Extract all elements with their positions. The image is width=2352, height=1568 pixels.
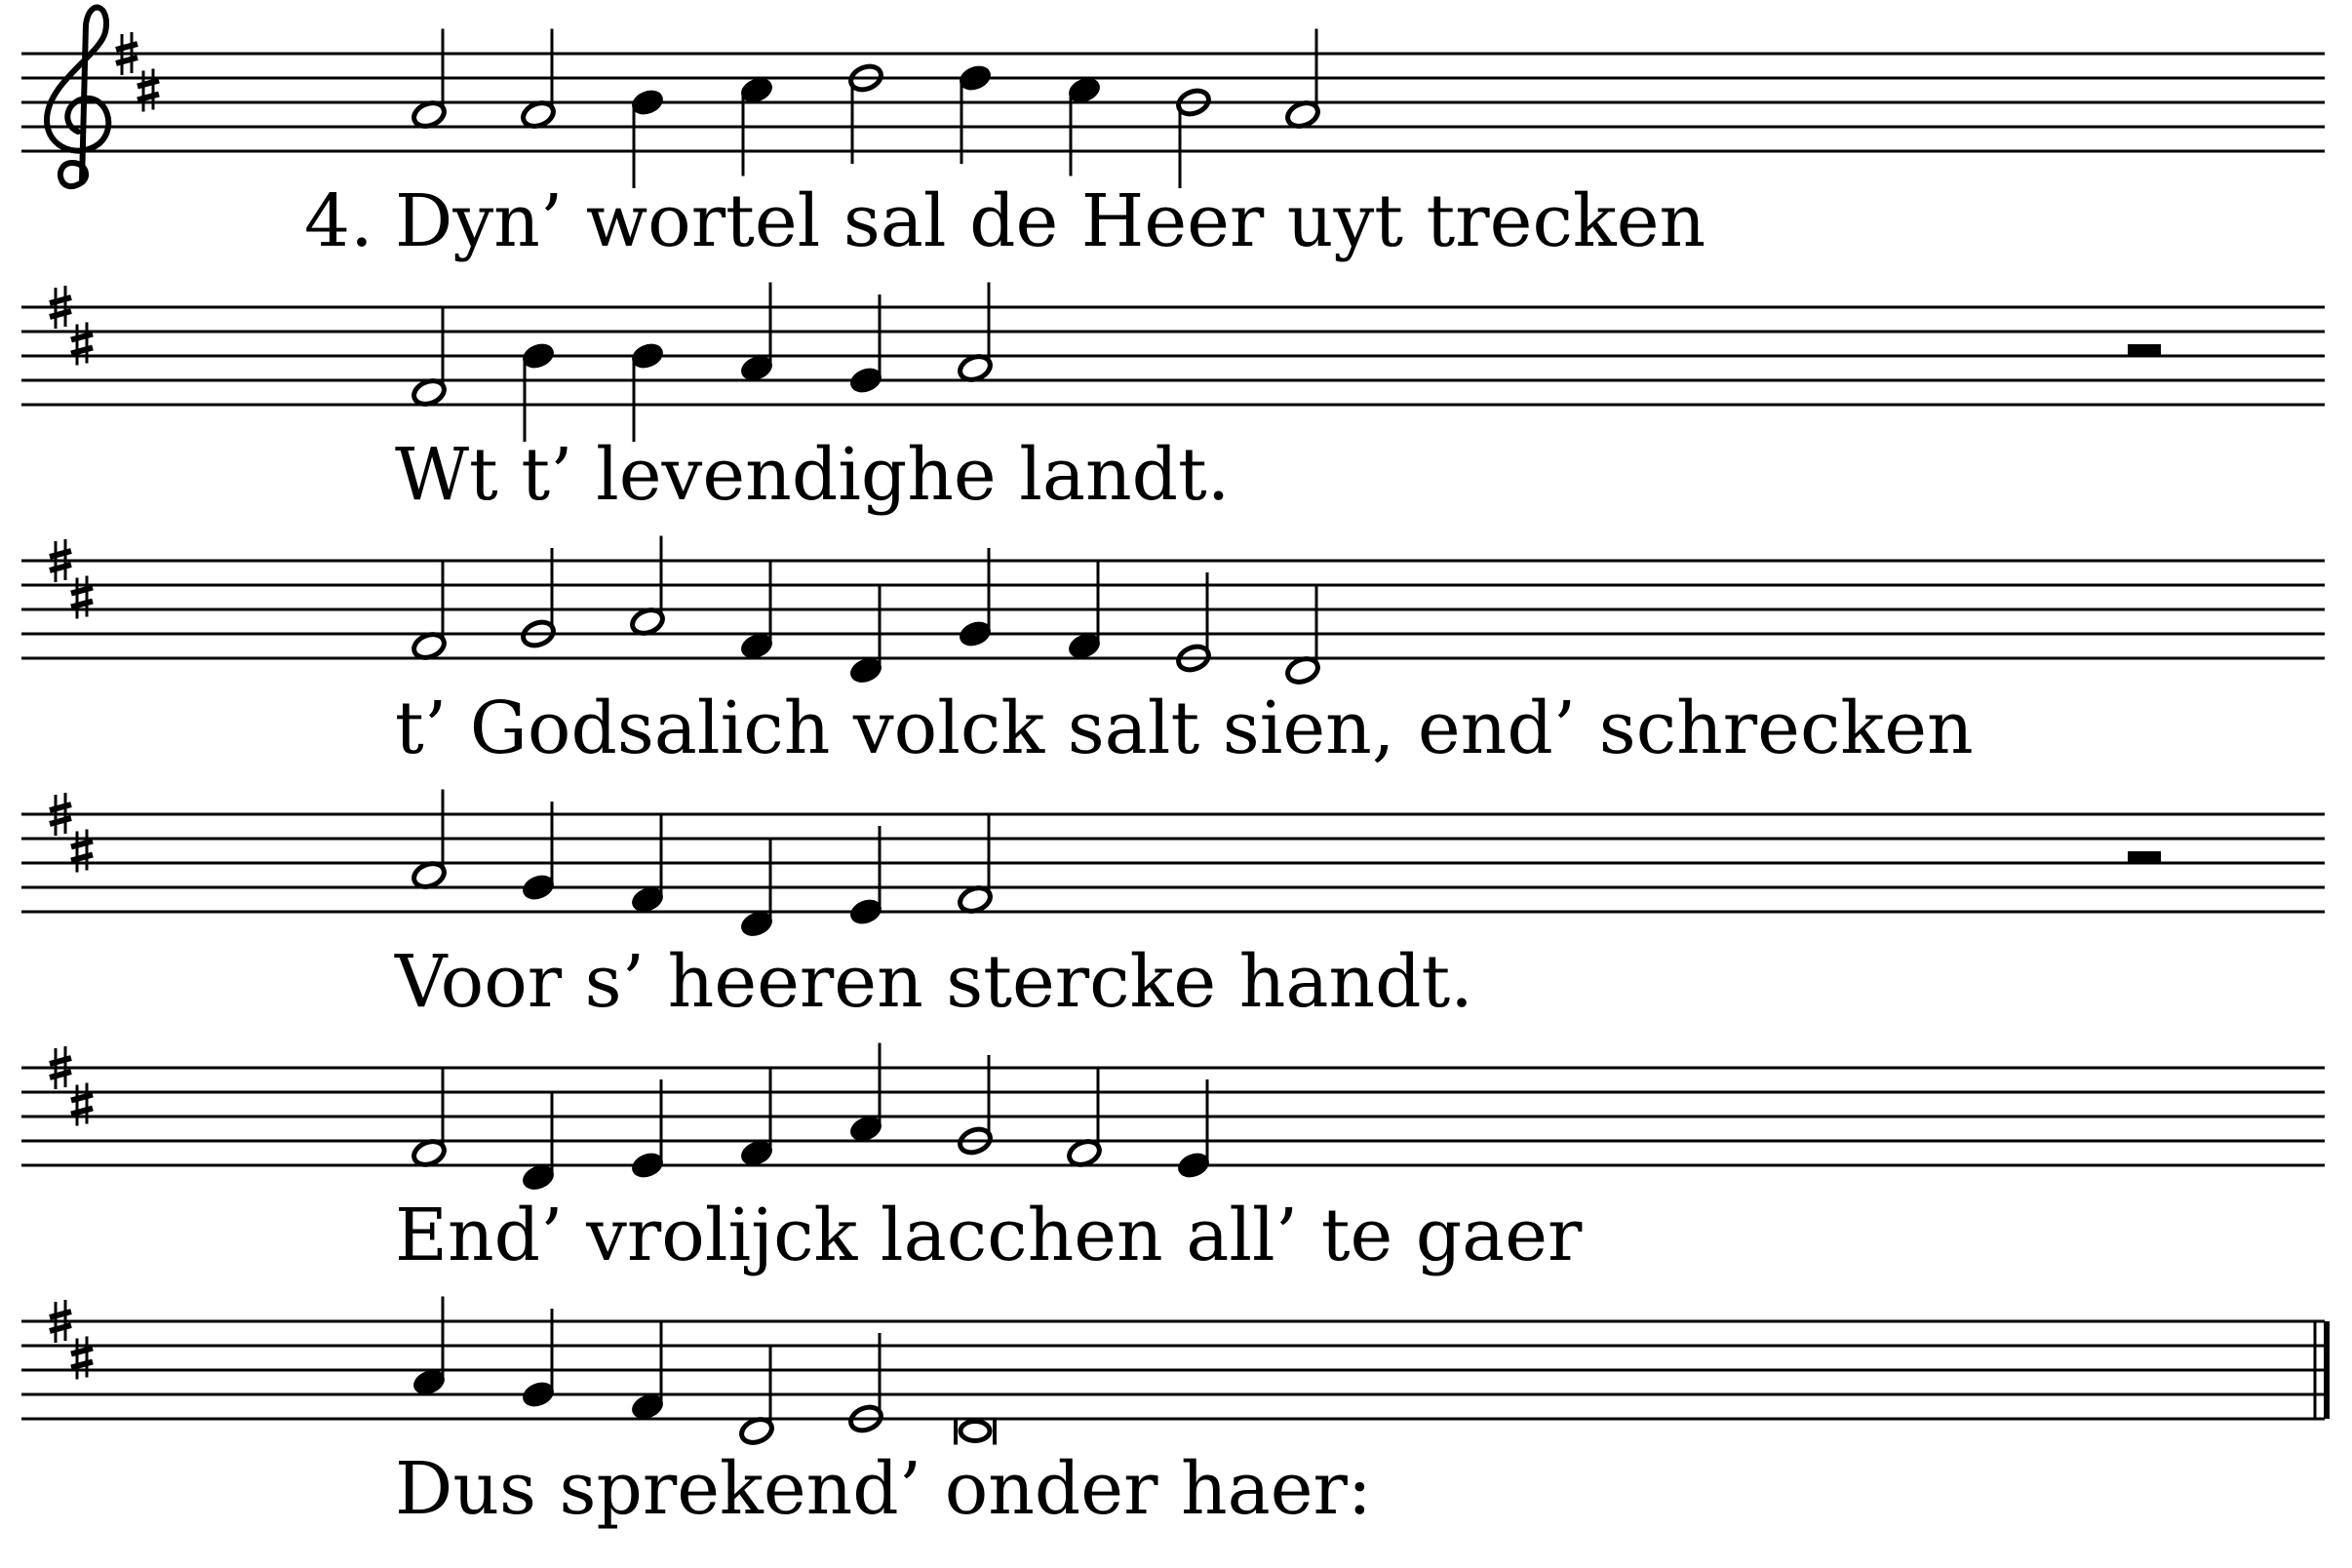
sharp-bar <box>71 588 93 594</box>
note <box>847 826 884 927</box>
note <box>629 1079 666 1181</box>
sharp-bar <box>116 44 137 50</box>
note <box>629 536 666 638</box>
sharp-bar <box>50 565 71 570</box>
sharp-bar <box>137 81 159 87</box>
sharp-bar <box>50 818 71 824</box>
note <box>738 561 775 662</box>
staff-system <box>21 1297 2327 1447</box>
staff-system <box>21 1043 2325 1194</box>
sharp-bar <box>50 804 71 810</box>
note <box>956 1418 995 1445</box>
note <box>411 1068 448 1169</box>
note <box>847 585 884 686</box>
sharp-bar <box>50 1058 71 1064</box>
lyric-line-2: Wt t’ levendighe landt. <box>395 433 1231 517</box>
note <box>520 340 557 442</box>
note <box>847 1043 884 1145</box>
sharp-bar <box>71 1095 93 1101</box>
note <box>738 74 775 176</box>
note <box>738 1068 775 1169</box>
sharp-bar <box>71 1362 93 1368</box>
note <box>411 790 448 891</box>
note <box>957 62 994 164</box>
note <box>520 1309 557 1410</box>
note <box>1066 561 1103 662</box>
note <box>1284 29 1321 131</box>
lyric-line-4: Voor s’ heeren stercke handt. <box>395 940 1473 1024</box>
sharp-bar <box>71 842 93 847</box>
note <box>629 87 666 188</box>
staff-system <box>21 790 2325 940</box>
sharp-bar <box>50 1325 71 1331</box>
verse-number: 4. <box>304 179 373 263</box>
note <box>411 561 448 662</box>
note <box>957 548 994 649</box>
staff-system <box>21 536 2325 686</box>
note <box>520 29 557 131</box>
note <box>629 814 666 916</box>
lyric-line-5: End’ vrolijck lacchen all’ te gaer <box>395 1194 1583 1277</box>
note <box>1175 1079 1212 1181</box>
sharp-bar <box>50 1072 71 1078</box>
note <box>1066 1068 1103 1169</box>
note <box>411 29 448 131</box>
staff-system <box>21 8 2325 188</box>
note <box>738 839 775 940</box>
note <box>629 1321 666 1423</box>
note <box>738 1346 775 1447</box>
lyric-line-6: Dus sprekend’ onder haer: <box>395 1447 1372 1531</box>
note <box>1066 74 1103 176</box>
note <box>957 283 994 384</box>
staff-system <box>21 283 2325 443</box>
half-rest-icon <box>2128 344 2161 356</box>
note <box>520 1092 557 1194</box>
half-rest-icon <box>2128 851 2161 863</box>
note <box>411 1297 448 1398</box>
treble-clef-icon <box>47 8 108 187</box>
lyric-line-1: Dyn’ wortel sal de Heer uyt trecken <box>395 179 1706 263</box>
sharp-bar <box>71 1349 93 1354</box>
note <box>738 283 775 384</box>
note <box>957 814 994 916</box>
note <box>847 294 884 396</box>
sharp-bar <box>50 311 71 317</box>
note <box>629 340 666 442</box>
sharp-bar <box>71 334 93 340</box>
sharp-bar <box>50 1312 71 1317</box>
note-head <box>960 1422 990 1441</box>
note <box>1284 585 1321 686</box>
sharp-bar <box>71 855 93 861</box>
note <box>520 802 557 903</box>
sharp-bar <box>116 58 137 63</box>
sharp-bar <box>137 95 159 100</box>
sharp-bar <box>71 348 93 354</box>
sharp-bar <box>71 1109 93 1115</box>
sharp-bar <box>50 551 71 557</box>
sharp-bar <box>50 297 71 303</box>
lyric-line-3: t’ Godsalich volck salt sien, end’ schrecken <box>395 686 1974 770</box>
sharp-bar <box>71 602 93 608</box>
note <box>411 307 448 409</box>
